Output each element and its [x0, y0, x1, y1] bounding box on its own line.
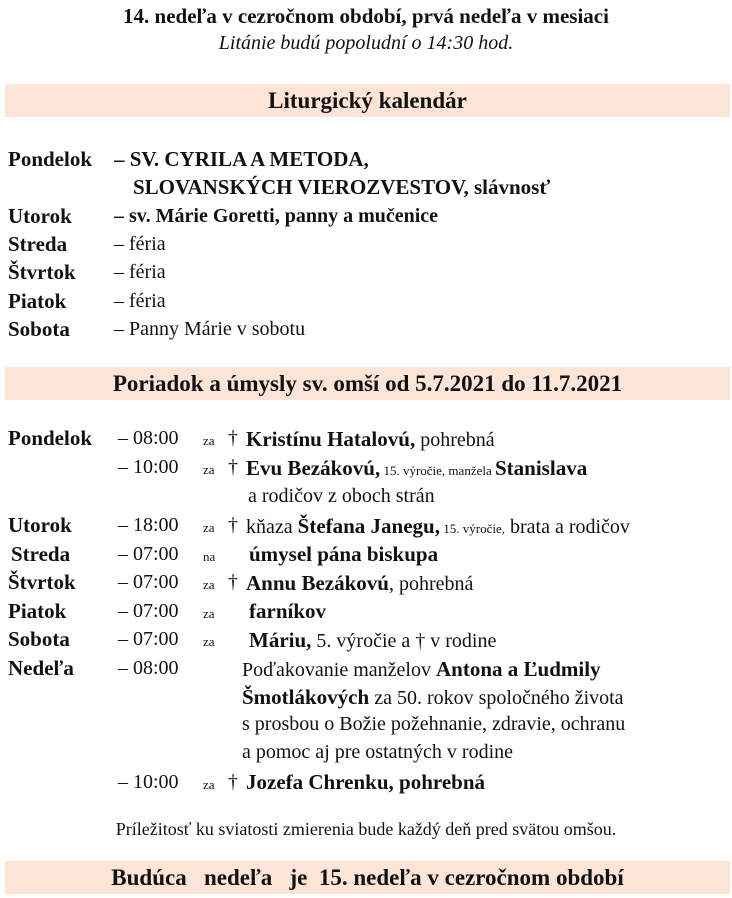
mass-day: Pondelok — [8, 426, 93, 450]
calendar-entry: – féria — [114, 233, 166, 255]
mass-intention: Annu Bezákovú, pohrebná — [246, 571, 474, 595]
calendar-entry-continued: SLOVANSKÝCH VIEROZVESTOV, slávnosť — [133, 175, 551, 199]
mass-intention-continued: Šmotlákových za 50. rokov spoločného života — [242, 685, 624, 709]
mass-prep: za — [203, 520, 215, 535]
cross-icon: † — [228, 456, 238, 478]
calendar-day: Pondelok — [8, 147, 93, 171]
calendar-heading: Liturgický kalendár — [5, 84, 730, 117]
mass-prep: na — [203, 549, 216, 564]
mass-prep: za — [203, 462, 215, 477]
mass-prep: za — [203, 634, 215, 649]
calendar-day: Štvrtok — [8, 260, 76, 284]
page-title: 14. nedeľa v cezročnom období, prvá nedeľa v mesiaci — [123, 4, 609, 28]
mass-intention-continued: s prosbou o Božie požehnanie, zdravie, ochranu — [242, 713, 626, 735]
mass-time: – 08:00 — [118, 657, 179, 679]
calendar-entry: – féria — [114, 290, 166, 312]
mass-time: – 18:00 — [118, 514, 179, 536]
mass-day: Nedeľa — [8, 656, 74, 680]
calendar-day: Sobota — [8, 317, 70, 341]
mass-prep: za — [203, 577, 215, 592]
mass-day: Štvrtok — [8, 570, 76, 594]
mass-prep: za — [203, 606, 215, 621]
calendar-day: Streda — [8, 232, 68, 256]
mass-day: Streda — [11, 542, 71, 566]
mass-intention-continued: a pomoc aj pre ostatných v rodine — [242, 741, 514, 763]
masses-heading: Poriadok a úmysly sv. omší od 5.7.2021 do 11.7.2021 — [5, 367, 730, 400]
mass-intention: Evu Bezákovú, 15. výročie, manžela Stanislava — [246, 456, 588, 480]
mass-intention-continued: a rodičov z oboch strán — [248, 485, 435, 507]
cross-icon: † — [228, 514, 238, 536]
mass-day: Utorok — [8, 513, 72, 537]
calendar-day: Piatok — [8, 289, 67, 313]
confession-note: Príležitosť ku sviatosti zmierenia bude každý deň pred svätou omšou. — [115, 819, 617, 839]
mass-intention: Poďakovanie manželov Antona a Ľudmily — [242, 657, 601, 681]
calendar-day: Utorok — [8, 204, 72, 228]
mass-time: – 07:00 — [118, 543, 179, 565]
mass-time: – 07:00 — [118, 628, 179, 650]
calendar-entry: – sv. Márie Goretti, panny a mučenice — [114, 205, 439, 227]
mass-prep: za — [203, 433, 215, 448]
mass-intention: kňaza Štefana Janegu, 15. výročie, brata a rodičov — [246, 514, 630, 538]
calendar-entry: – SV. CYRILA A METODA, — [114, 147, 369, 171]
mass-intention: úmysel pána biskupa — [249, 542, 439, 566]
cross-icon: † — [228, 771, 238, 793]
mass-intention: Máriu, 5. výročie a † v rodine — [249, 628, 497, 652]
mass-intention: Jozefa Chrenku, pohrebná — [246, 770, 486, 794]
page-subtitle: Litánie budú popoludní o 14:30 hod. — [218, 32, 514, 54]
mass-time: – 10:00 — [118, 771, 179, 793]
mass-time: – 10:00 — [118, 456, 179, 478]
mass-time: – 08:00 — [118, 427, 179, 449]
calendar-entry: – Panny Márie v sobotu — [114, 318, 306, 340]
cross-icon: † — [228, 427, 238, 449]
mass-time: – 07:00 — [118, 600, 179, 622]
mass-intention: farníkov — [249, 599, 327, 623]
mass-day: Sobota — [8, 627, 70, 651]
mass-intention: Kristínu Hatalovú, pohrebná — [246, 427, 495, 451]
calendar-entry: – féria — [114, 261, 166, 283]
cross-icon: † — [228, 571, 238, 593]
mass-day: Piatok — [8, 599, 67, 623]
mass-prep: za — [203, 777, 215, 792]
next-sunday-heading: Budúca nedeľa je 15. nedeľa v cezročnom období — [5, 861, 730, 894]
mass-time: – 07:00 — [118, 571, 179, 593]
